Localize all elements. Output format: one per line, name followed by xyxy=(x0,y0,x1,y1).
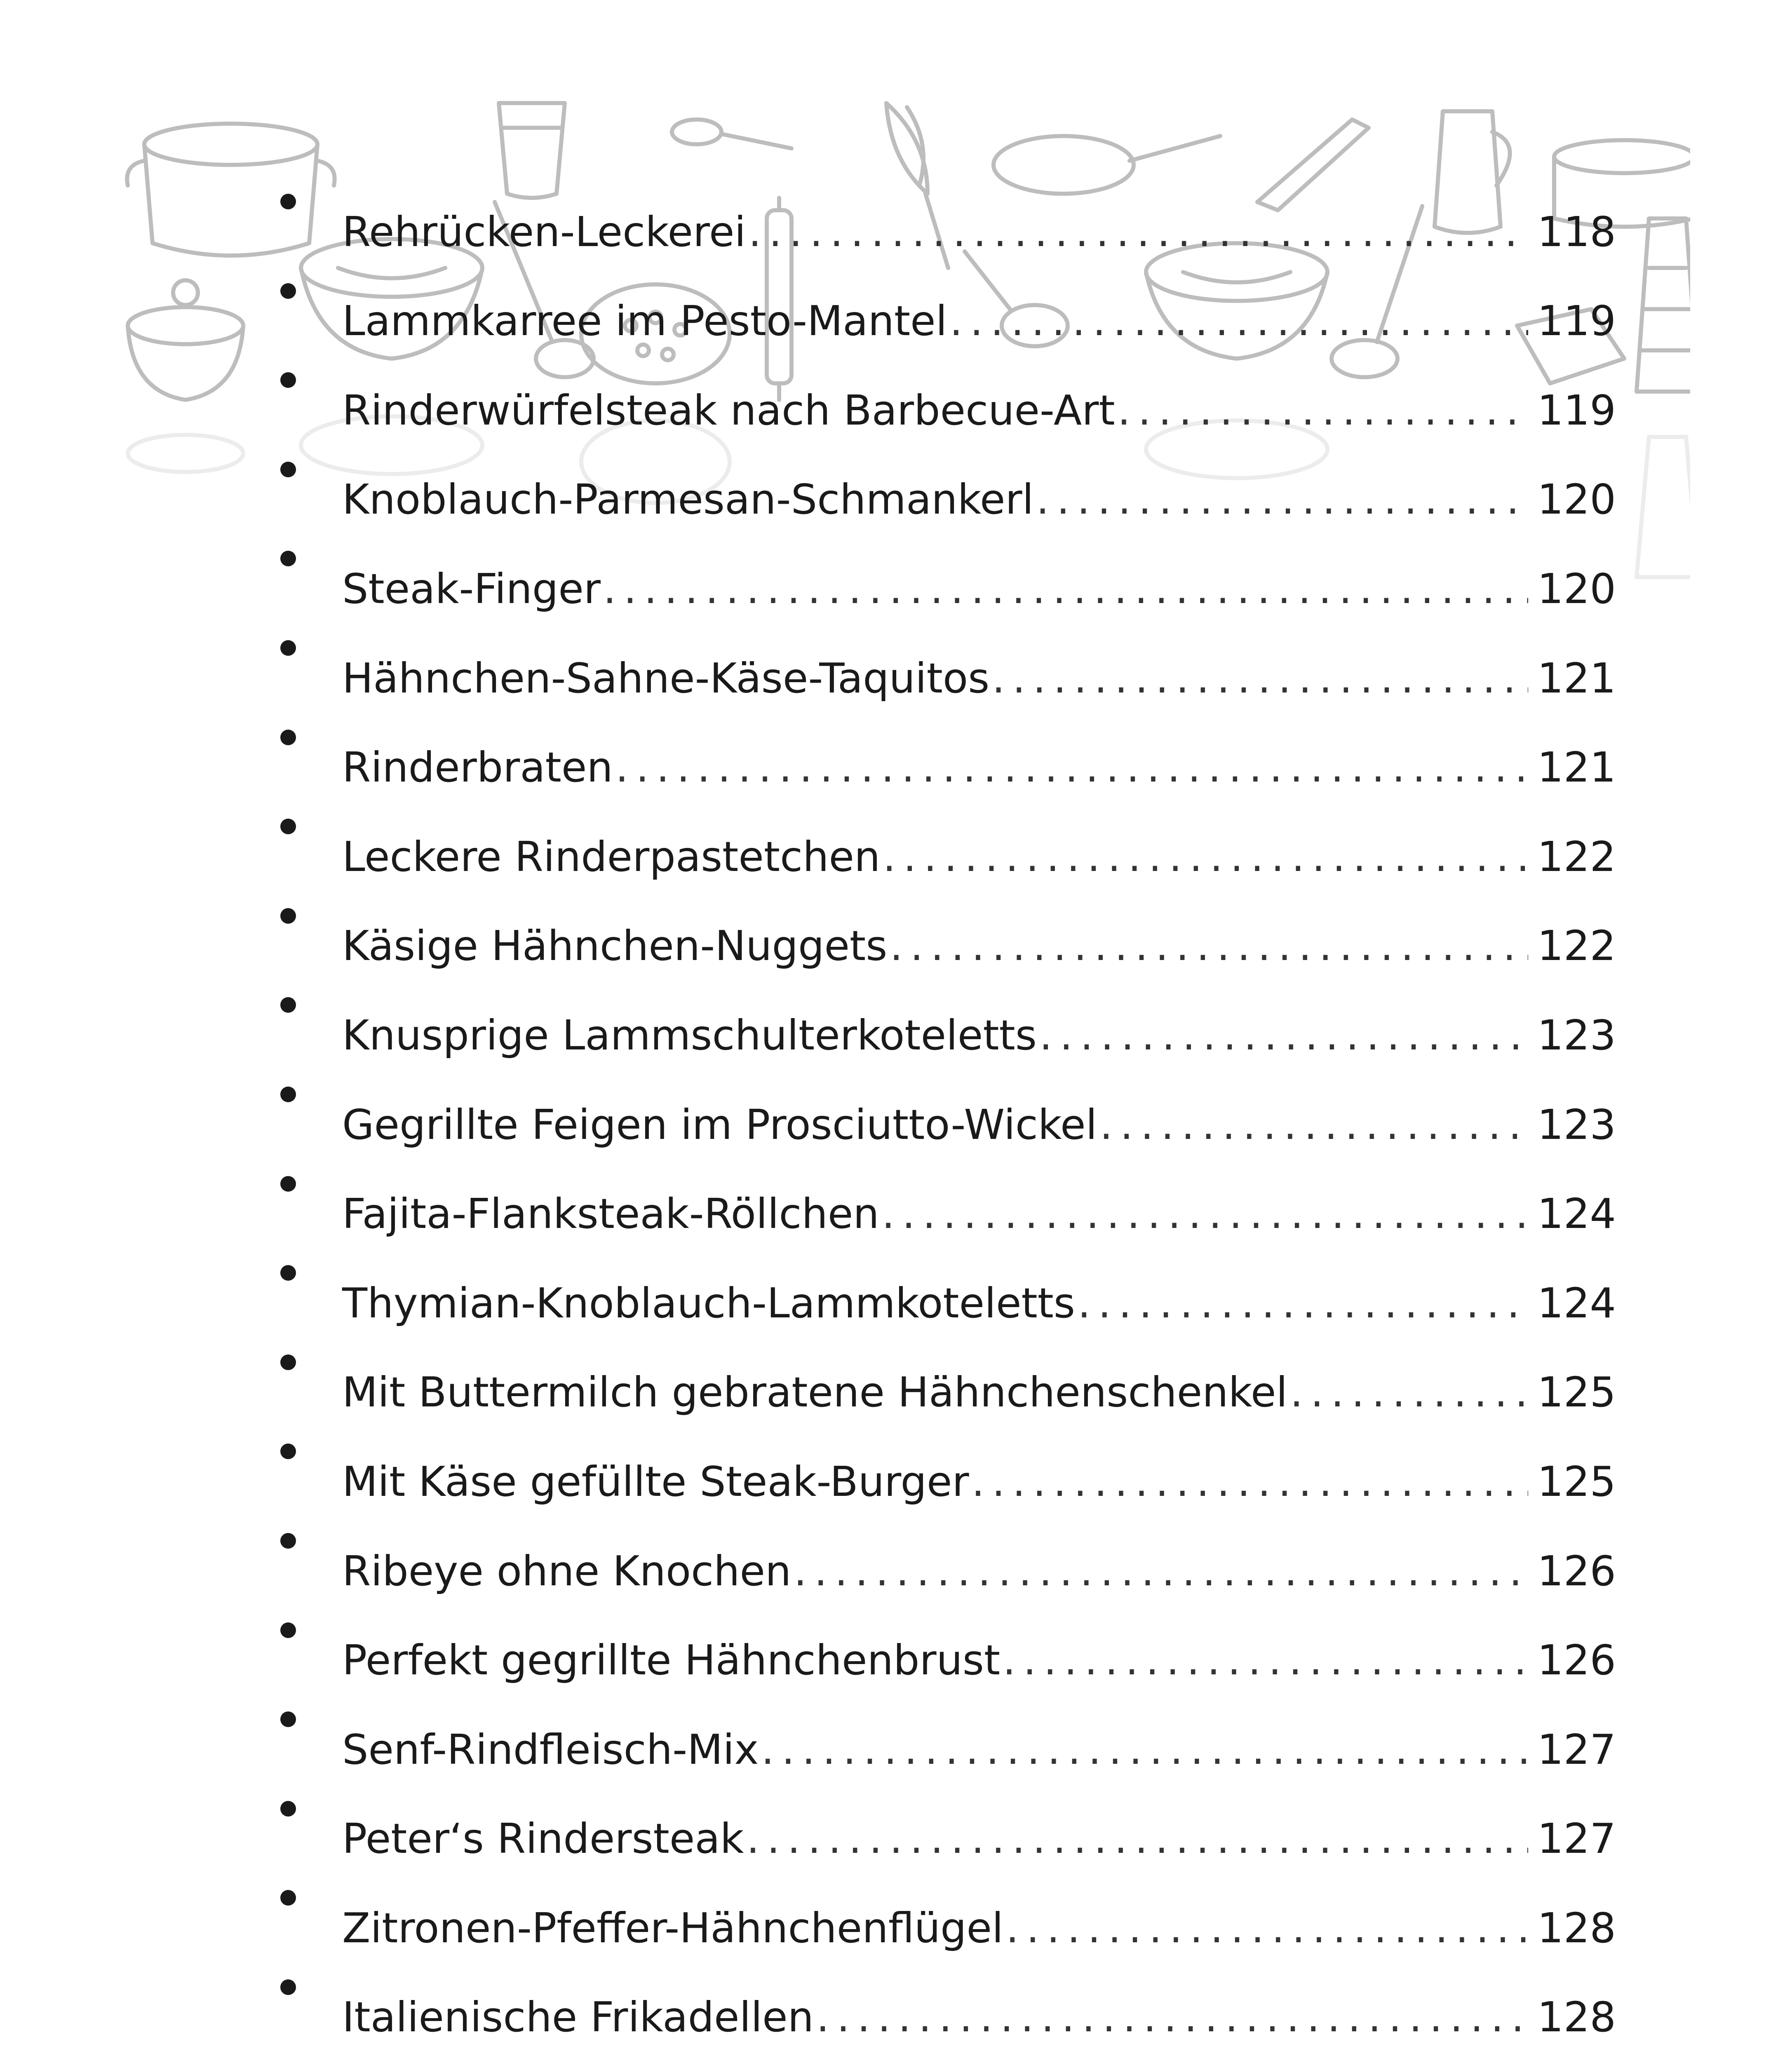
toc-entry[interactable] xyxy=(264,871,1616,970)
toc-entry[interactable] xyxy=(264,2031,1616,2061)
bullet-icon xyxy=(264,1406,342,1496)
grater-icon xyxy=(1637,218,1690,392)
toc-entry[interactable] xyxy=(264,960,1616,1059)
toc-entry[interactable] xyxy=(264,1406,1616,1506)
toc-entry[interactable] xyxy=(264,1496,1616,1595)
toc-entry-page-number: 120 xyxy=(1537,564,1616,613)
toc-entry-title: Gegrillte Feigen im Prosciutto-Wickel xyxy=(342,1100,1097,1149)
toc-entry[interactable] xyxy=(264,1139,1616,1238)
toc-entry[interactable] xyxy=(264,425,1616,524)
toc-entry-title: Lammkarree im Pesto-Mantel xyxy=(342,297,947,345)
toc-entry-page-number: 118 xyxy=(1537,207,1616,256)
toc-entry[interactable] xyxy=(264,1674,1616,1774)
bullet-icon xyxy=(264,1496,342,1585)
toc-entry-title: Rinderbraten xyxy=(342,743,613,792)
toc-entry-title: Rehrücken-Leckerei xyxy=(342,207,746,256)
toc-entry-page-number: 124 xyxy=(1537,1279,1616,1327)
toc-entry-page-number: 122 xyxy=(1537,922,1616,970)
sugar-bowl-icon xyxy=(128,280,243,400)
bullet-icon xyxy=(264,425,342,514)
bullet-icon xyxy=(264,603,342,692)
toc-entry-page-number: 119 xyxy=(1537,297,1616,345)
toc-entry-page-number: 121 xyxy=(1537,743,1616,792)
sugar-bowl-icon xyxy=(128,435,243,472)
toc-entry-title: Peter‘s Rindersteak xyxy=(342,1815,744,1863)
toc-entry[interactable] xyxy=(264,1942,1616,2042)
toc-entry-title: Steak-Finger xyxy=(342,564,601,613)
toc-entry-title: Mit Käse gefüllte Steak-Burger xyxy=(342,1457,969,1506)
toc-entry-title: Thymian-Knoblauch-Lammkoteletts xyxy=(342,1279,1075,1327)
toc-entry-title: Hähnchen-Sahne-Käse-Taquitos xyxy=(342,654,990,702)
bullet-icon xyxy=(264,2031,342,2061)
bullet-icon xyxy=(264,1764,342,1853)
bullet-icon xyxy=(264,335,342,425)
toc-entry[interactable] xyxy=(264,1853,1616,1952)
toc-entry-page-number: 122 xyxy=(1537,832,1616,881)
toc-entry-title: Italienische Frikadellen xyxy=(342,1993,814,2042)
bullet-icon xyxy=(264,871,342,960)
toc-entry-page-number: 128 xyxy=(1537,1904,1616,1952)
toc-entry[interactable] xyxy=(264,1585,1616,1685)
toc-entry[interactable] xyxy=(264,782,1616,881)
toc-entry-page-number: 127 xyxy=(1537,1815,1616,1863)
bullet-icon xyxy=(264,1674,342,1764)
bullet-icon xyxy=(264,1049,342,1139)
toc-entry-title: Ribeye ohne Knochen xyxy=(342,1547,791,1595)
toc-entry[interactable] xyxy=(264,157,1616,256)
bullet-icon xyxy=(264,1228,342,1317)
toc-entry-title: Fajita-Flanksteak-Röllchen xyxy=(342,1190,879,1238)
toc-entry-page-number: 125 xyxy=(1537,1457,1616,1506)
toc-entry[interactable] xyxy=(264,1317,1616,1417)
toc-entry[interactable] xyxy=(264,335,1616,434)
bullet-icon xyxy=(264,1317,342,1407)
bullet-icon xyxy=(264,1585,342,1675)
toc-entry-page-number: 126 xyxy=(1537,1636,1616,1685)
toc-entry[interactable] xyxy=(264,603,1616,702)
grater-icon xyxy=(1637,437,1690,577)
bullet-icon xyxy=(264,960,342,1049)
bullet-icon xyxy=(264,782,342,871)
toc-entry[interactable] xyxy=(264,1764,1616,1863)
toc-entry[interactable] xyxy=(264,692,1616,792)
toc-entry[interactable] xyxy=(264,1228,1616,1327)
bullet-icon xyxy=(264,157,342,246)
toc-entry-title: Senf-Rindfleisch-Mix xyxy=(342,1725,759,1774)
toc-entry-page-number: 125 xyxy=(1537,1368,1616,1417)
table-of-contents xyxy=(264,157,1616,2061)
toc-entry-page-number: 120 xyxy=(1537,475,1616,524)
toc-entry-title: Zitronen-Pfeffer-Hähnchenflügel xyxy=(342,1904,1003,1952)
bullet-icon xyxy=(264,1942,342,2032)
toc-entry-title: Leckere Rinderpastetchen xyxy=(342,832,881,881)
bullet-icon xyxy=(264,246,342,336)
toc-entry-page-number: 128 xyxy=(1537,1993,1616,2042)
toc-entry-title: Käsige Hähnchen-Nuggets xyxy=(342,922,888,970)
toc-entry-page-number: 119 xyxy=(1537,386,1616,434)
bullet-icon xyxy=(264,692,342,782)
toc-entry-title: Mit Buttermilch gebratene Hähnchenschenkel xyxy=(342,1368,1288,1417)
bullet-icon xyxy=(264,1853,342,1942)
toc-entry-page-number: 123 xyxy=(1537,1100,1616,1149)
bullet-icon xyxy=(264,514,342,603)
toc-entry-page-number: 127 xyxy=(1537,1725,1616,1774)
toc-entry-page-number: 124 xyxy=(1537,1190,1616,1238)
toc-entry[interactable] xyxy=(264,1049,1616,1149)
spoon-icon xyxy=(672,120,791,148)
toc-entry-page-number: 126 xyxy=(1537,1547,1616,1595)
bullet-icon xyxy=(264,1139,342,1228)
toc-entry-title: Knoblauch-Parmesan-Schmankerl xyxy=(342,475,1034,524)
toc-entry[interactable] xyxy=(264,514,1616,613)
toc-entry-title: Rinderwürfelsteak nach Barbecue-Art xyxy=(342,386,1115,434)
toc-entry-page-number: 121 xyxy=(1537,654,1616,702)
toc-entry-page-number: 123 xyxy=(1537,1011,1616,1059)
toc-entry-title: Perfekt gegrillte Hähnchenbrust xyxy=(342,1636,1001,1685)
toc-entry-title: Knusprige Lammschulterkoteletts xyxy=(342,1011,1037,1059)
toc-entry[interactable] xyxy=(264,246,1616,345)
